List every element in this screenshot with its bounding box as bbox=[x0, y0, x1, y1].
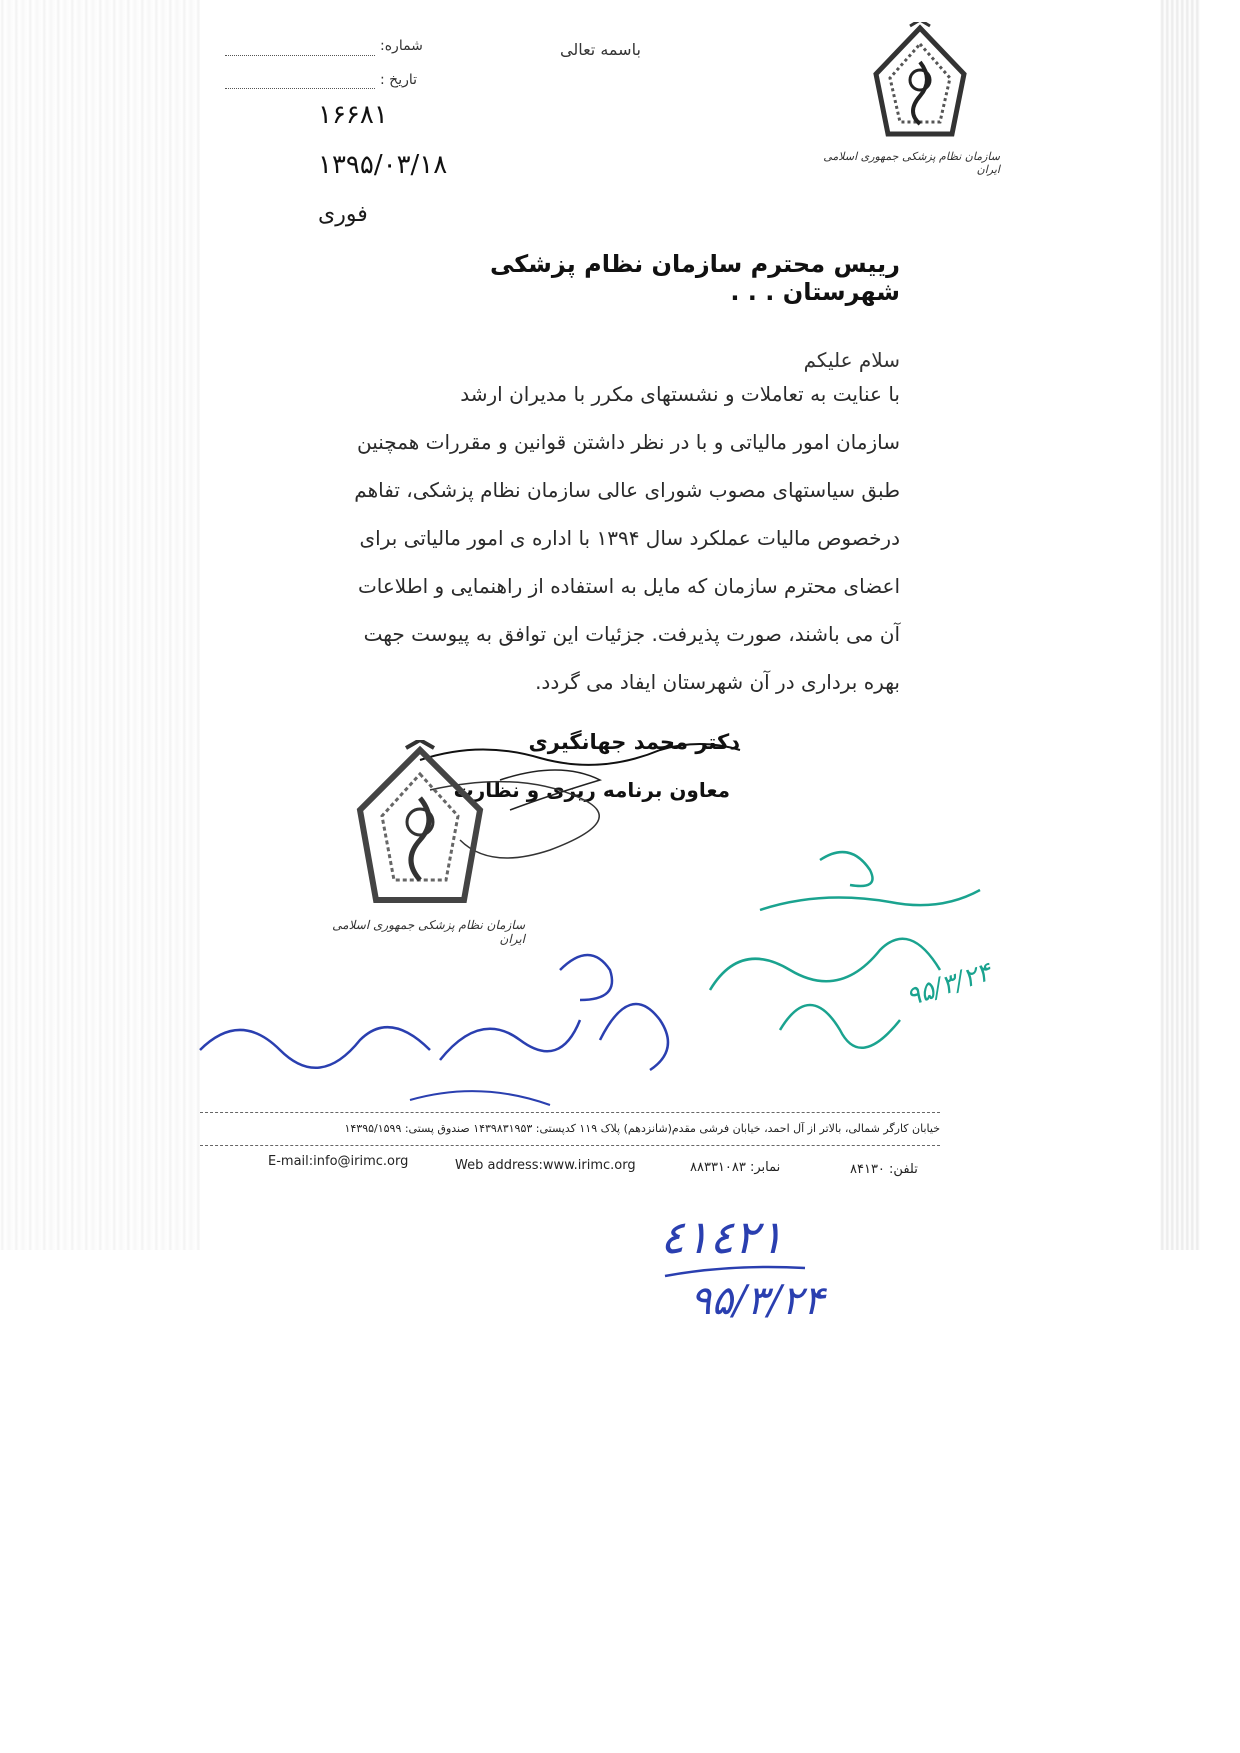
handwritten-note-blue bbox=[180, 940, 720, 1120]
body-line: طبق سیاستهای مصوب شورای عالی سازمان نظام پزشکی، تفاهم bbox=[354, 478, 900, 502]
footer-phone: تلفن: ۸۴۱۳۰ bbox=[850, 1162, 918, 1177]
date-dotted-line bbox=[225, 88, 375, 89]
handwritten-note-teal bbox=[700, 830, 1020, 1090]
body-line: درخصوص مالیات عملکرد سال ۱۳۹۴ با اداره ی امور مالیاتی برای bbox=[359, 526, 900, 550]
footer-rule-bottom bbox=[200, 1145, 940, 1146]
signatory-title: معاون برنامه ریزی و نظارت bbox=[453, 778, 730, 802]
handwritten-register-date: ۹۵/۳/۲۴ bbox=[690, 1278, 825, 1324]
priority-mark: فوری bbox=[318, 202, 368, 227]
letter-number: ۱۶۶۸۱ bbox=[318, 100, 388, 130]
stamp-caption: سازمان نظام پزشکی جمهوری اسلامی ایران bbox=[332, 918, 525, 946]
footer-email: E-mail:info@irimc.org bbox=[268, 1154, 409, 1169]
number-label: شماره: bbox=[380, 38, 423, 54]
footer-web: Web address:www.irimc.org bbox=[455, 1158, 636, 1173]
letter-body bbox=[295, 370, 900, 706]
body-line: اعضای محترم سازمان که مایل به استفاده از راهنمایی و اطلاعات bbox=[357, 574, 900, 598]
greeting: سلام علیکم bbox=[803, 348, 900, 372]
recipient-line: رییس محترم سازمان نظام پزشکی شهرستان . . . bbox=[489, 250, 900, 306]
handwritten-register-number: ٤١٤٢١ bbox=[660, 1210, 784, 1264]
date-label: تاریخ : bbox=[380, 72, 418, 88]
body-line: سازمان امور مالیاتی و با در نظر داشتن قوانین و مقررات همچنین bbox=[357, 430, 900, 454]
teal-date: ۹۵/۳/۲۴ bbox=[902, 957, 995, 1013]
body-line: با عنایت به تعاملات و نشستهای مکرر با مدیران ارشد bbox=[460, 382, 900, 406]
footer-rule-top bbox=[200, 1112, 940, 1113]
footer-address: خیابان کارگر شمالی، بالاتر از آل احمد، خیابان فرشی مقدم(شانزدهم) پلاک ۱۱۹ کدپستی: ۱۴۳۹۸۳۱۹۵۳ صندوق پستی: ۱۴۳۹۵/۱۵۹۹ bbox=[344, 1122, 940, 1135]
official-stamp bbox=[340, 740, 500, 920]
signatory-name: دکتر محمد جهانگیری bbox=[528, 730, 740, 754]
org-name-header: سازمان نظام پزشکی جمهوری اسلامی ایران bbox=[823, 150, 1000, 176]
number-dotted-line bbox=[225, 55, 375, 56]
body-line: بهره برداری در آن شهرستان ایفاد می گردد. bbox=[535, 670, 900, 694]
body-line: آن می باشند، صورت پذیرفت. جزئیات این توافق به پیوست جهت bbox=[363, 622, 900, 646]
scan-edge-left bbox=[0, 0, 200, 1250]
letter-date: ۱۳۹۵/۰۳/۱۸ bbox=[318, 150, 448, 180]
salutation: باسمه تعالی bbox=[560, 40, 641, 59]
scan-edge-right bbox=[1160, 0, 1200, 1250]
footer-fax: نمابر: ۸۸۳۳۱۰۸۳ bbox=[690, 1160, 781, 1175]
org-logo bbox=[860, 22, 980, 152]
